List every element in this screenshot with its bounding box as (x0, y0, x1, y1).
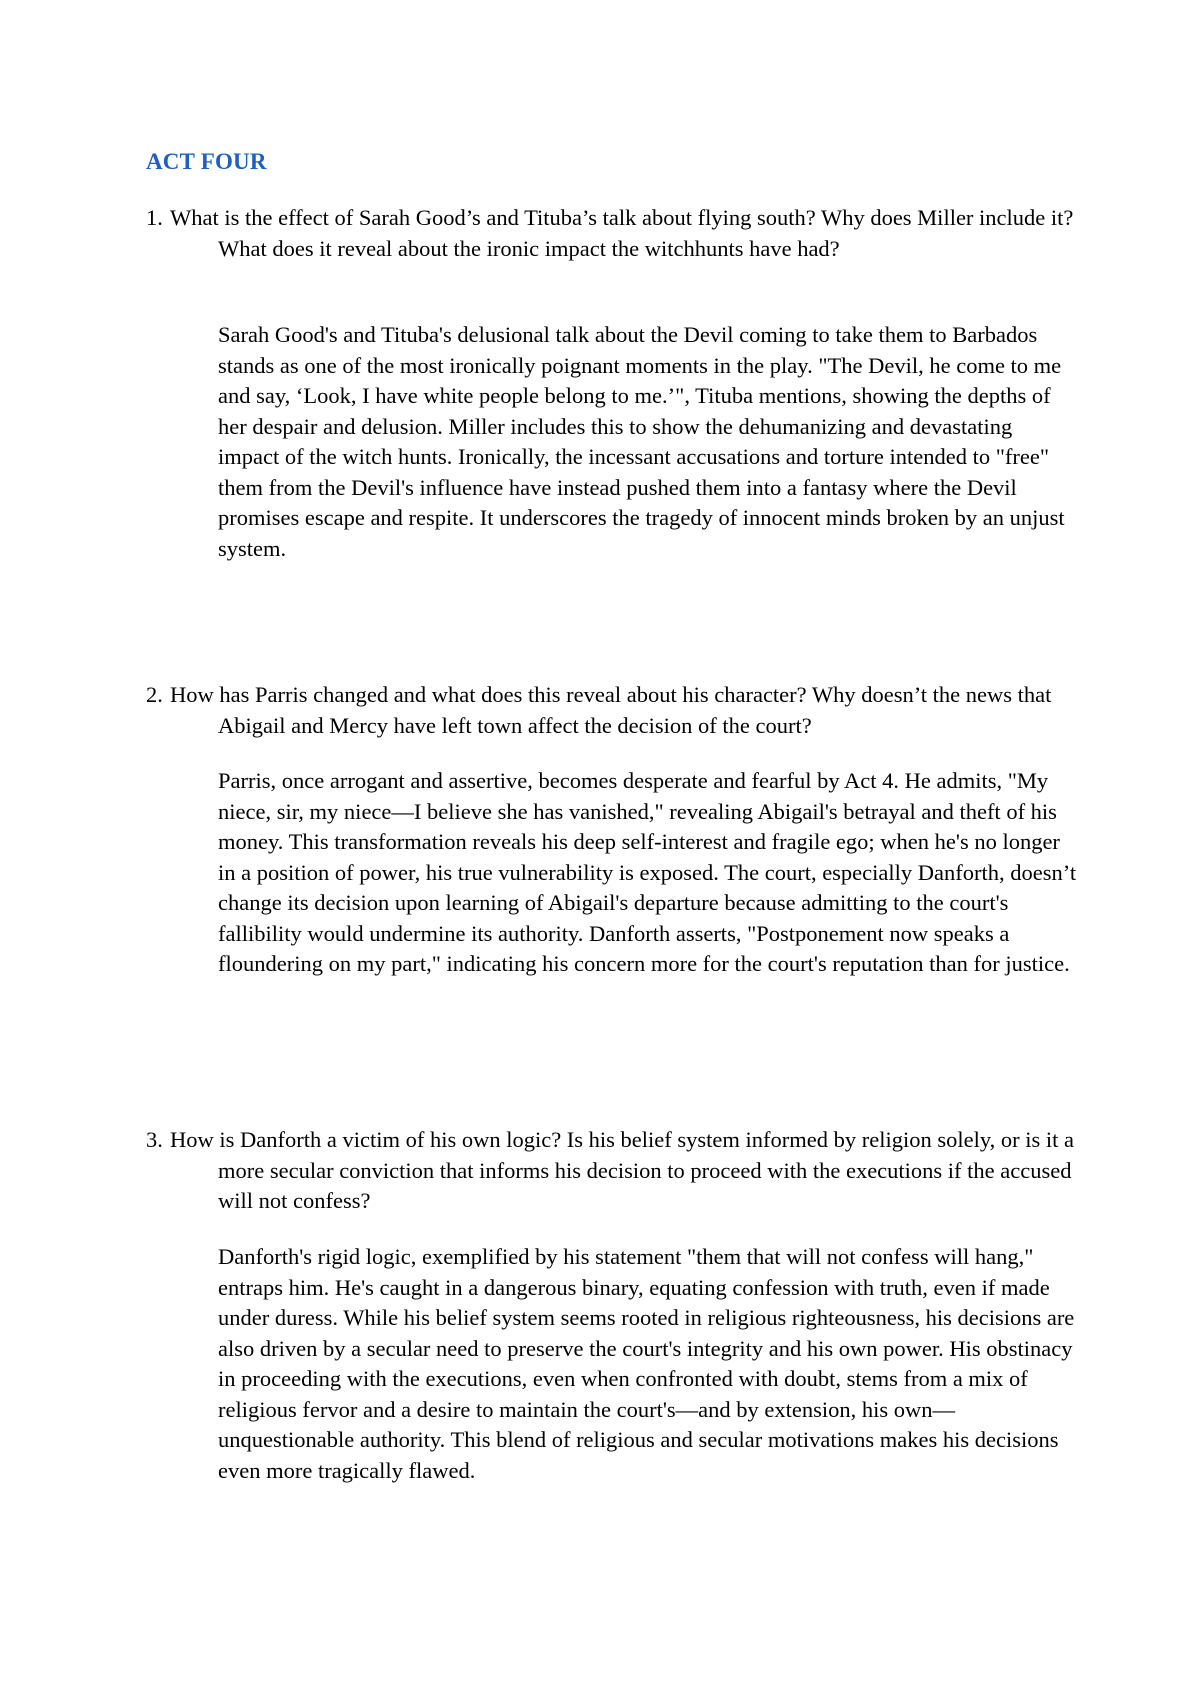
section-heading: ACT FOUR (146, 149, 267, 174)
question-number: 2. (146, 682, 163, 707)
question-text: What is the effect of Sarah Good’s and Tituba’s talk about flying south? Why does Miller include it? What does it reveal about the ironic impact the witchhunts have had? (170, 205, 1074, 261)
question-text: How is Danforth a victim of his own logic? Is his belief system informed by religion solely, or is it a more secular conviction that informs his decision to proceed with the executions if the accused will not confess? (170, 1127, 1075, 1213)
question-3 (146, 1125, 1076, 1217)
answer-3: Danforth's rigid logic, exemplified by his statement "them that will not confess will hang," entraps him. He's caught in a dangerous binary, equating confession with truth, even if made under duress. While his belief system seems rooted in religious righteousness, his decisions are also driven by a secular need to preserve the court's integrity and his own power. His obstinacy in proceeding with the executions, even when confronted with doubt, stems from a mix of religious fervor and a desire to maintain the court's—and by extension, his own—unquestionable authority. This blend of religious and secular motivations makes his decisions even more tragically flawed. (218, 1244, 1075, 1483)
question-text: How has Parris changed and what does this reveal about his character? Why doesn’t the news that Abigail and Mercy have left town affect the decision of the court? (170, 682, 1052, 738)
question-2 (146, 680, 1076, 741)
question-number: 3. (146, 1127, 163, 1152)
question-number: 1. (146, 205, 163, 230)
answer-2: Parris, once arrogant and assertive, becomes desperate and fearful by Act 4. He admits, "My niece, sir, my niece—I believe she has vanished," revealing Abigail's betrayal and theft of his money. This transformation reveals his deep self-interest and fragile ego; when he's no longer in a position of power, his true vulnerability is exposed. The court, especially Danforth, doesn’t change its decision upon learning of Abigail's departure because admitting to the court's fallibility would undermine its authority. Danforth asserts, "Postponement now speaks a floundering on my part," indicating his concern more for the court's reputation than for justice. (218, 768, 1077, 976)
answer-1: Sarah Good's and Tituba's delusional talk about the Devil coming to take them to Barbados stands as one of the most ironically poignant moments in the play. "The Devil, he come to me and say, ‘Look, I have white people belong to me.’", Tituba mentions, showing the depths of her despair and delusion. Miller includes this to show the dehumanizing and devastating impact of the witch hunts. Ironically, the incessant accusations and torture intended to "free" them from the Devil's influence have instead pushed them into a fantasy where the Devil promises escape and respite. It underscores the tragedy of innocent minds broken by an unjust system. (218, 322, 1065, 561)
question-1 (146, 203, 1076, 264)
